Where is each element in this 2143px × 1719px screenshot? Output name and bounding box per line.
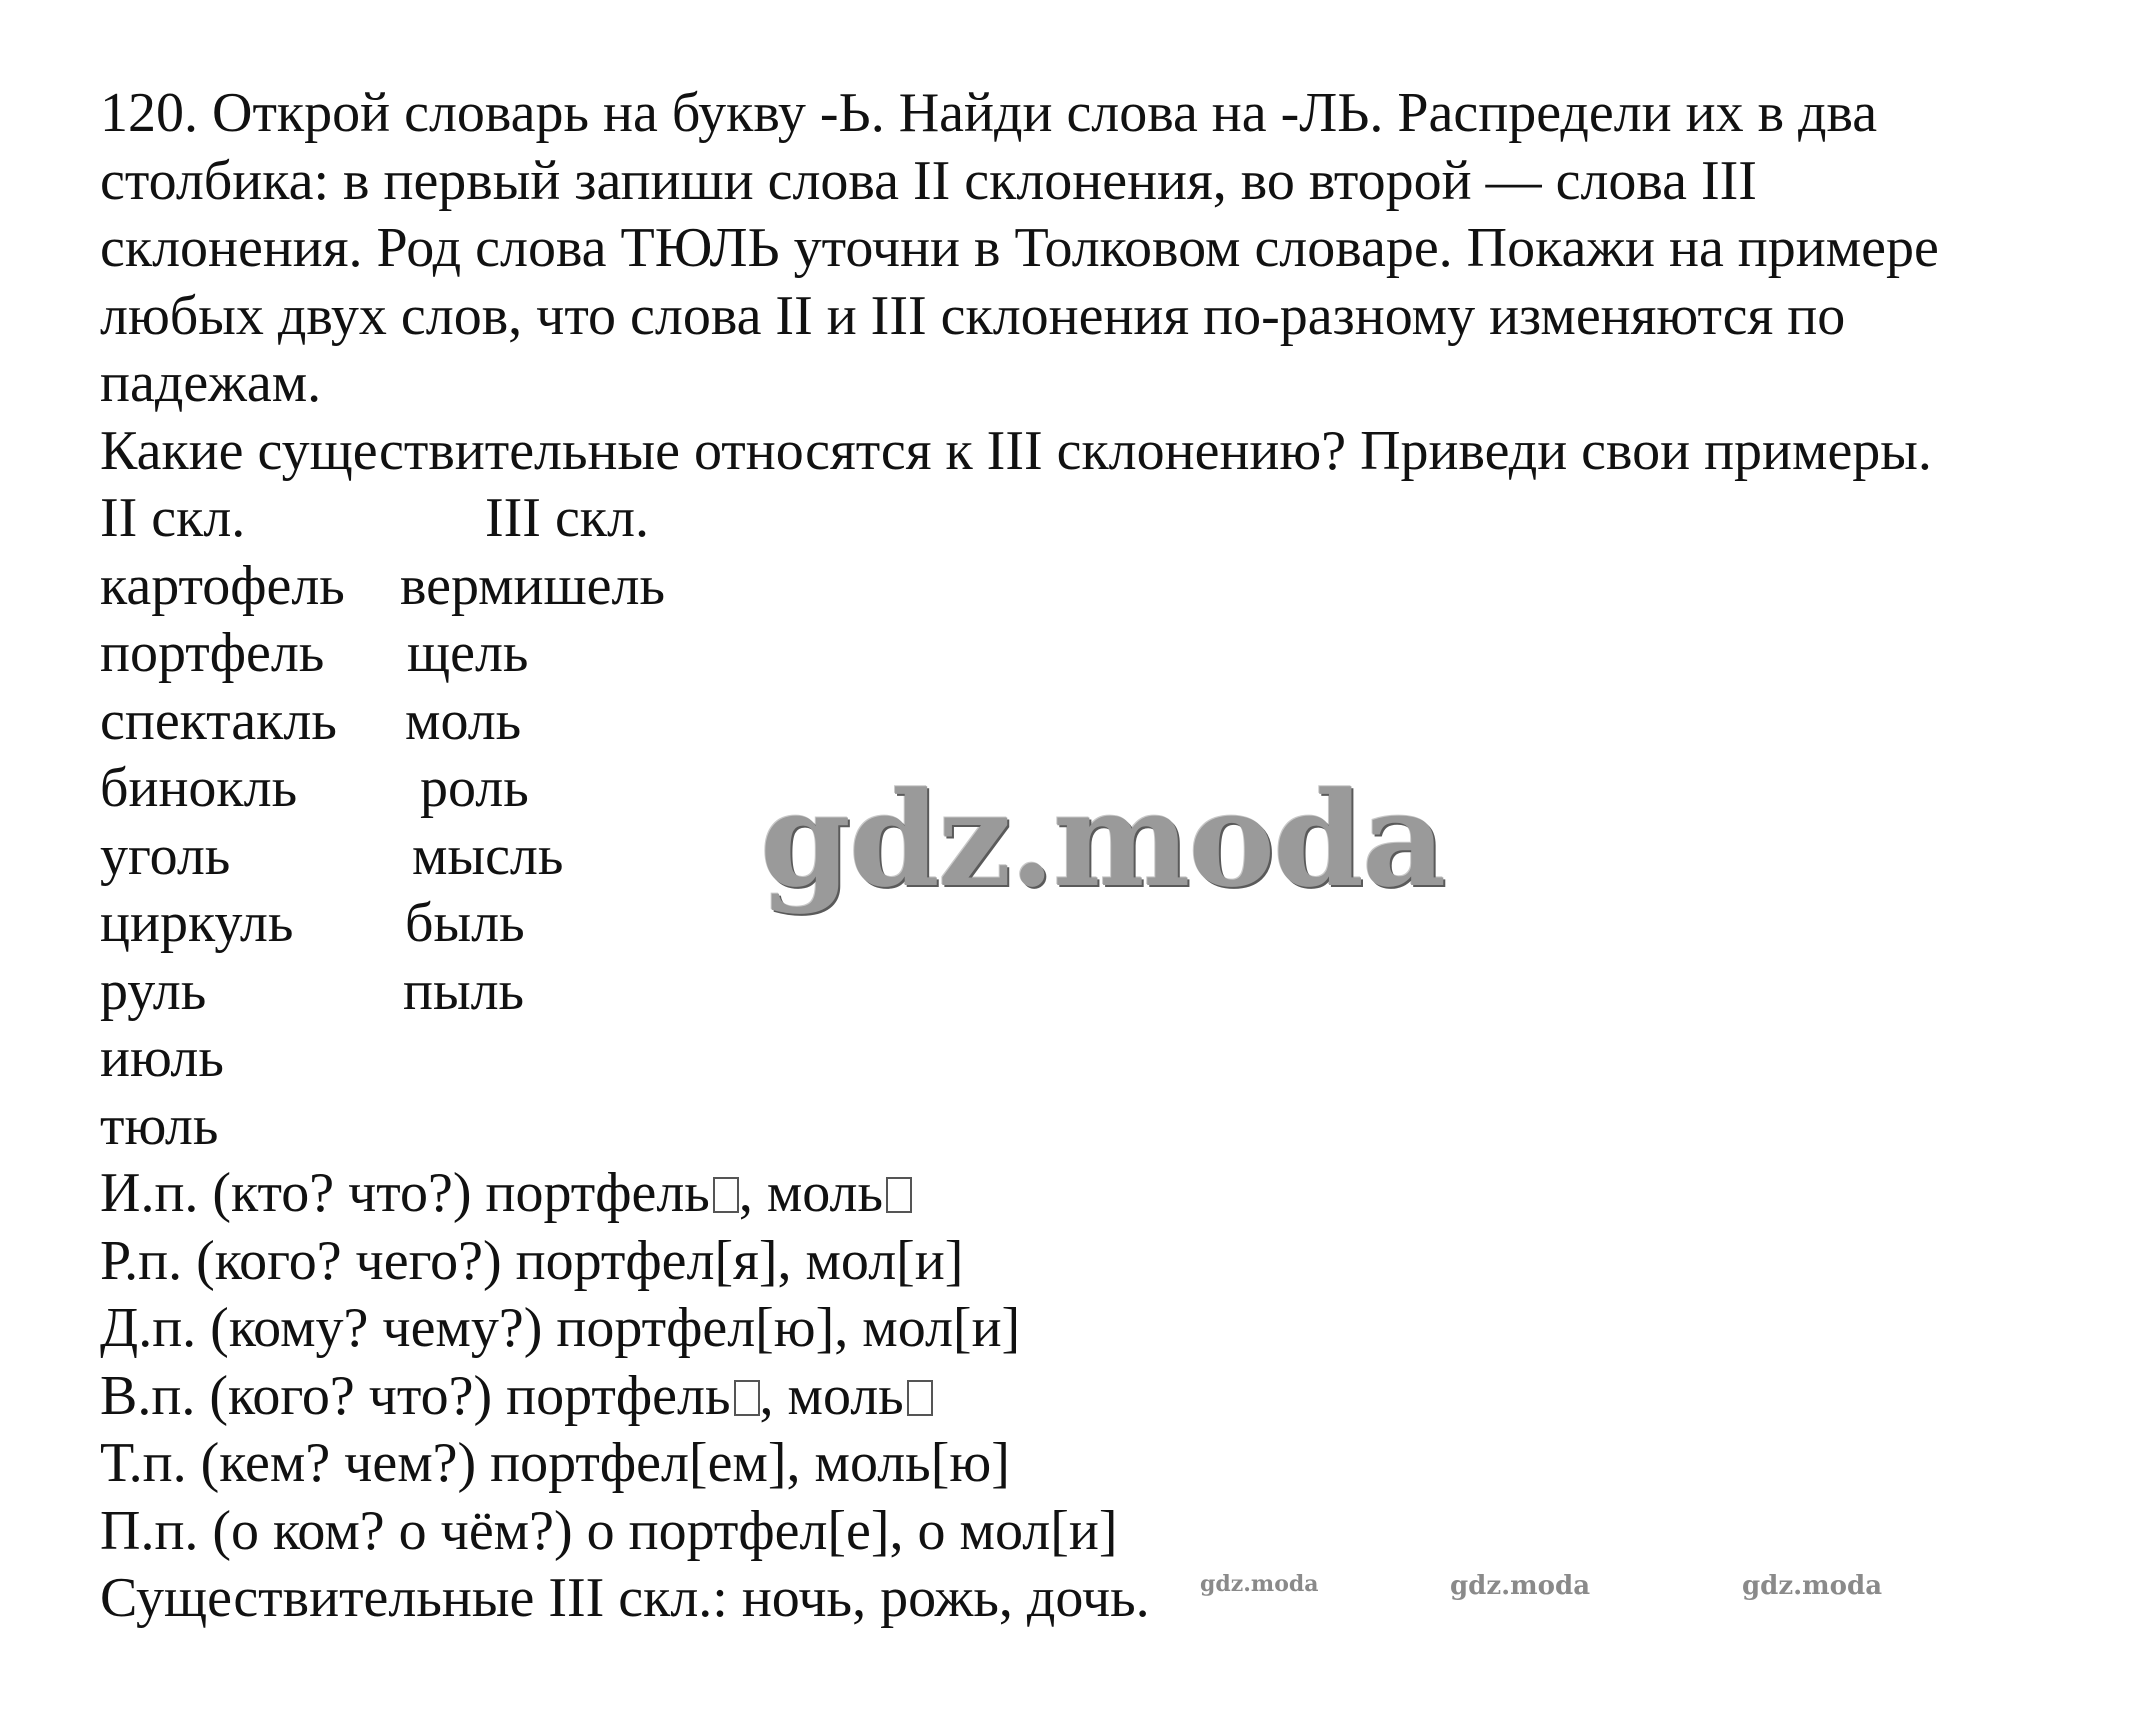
case-nominative [100, 1160, 2080, 1228]
word-ii: тюль [100, 1094, 219, 1157]
ending-box [886, 1177, 912, 1213]
ending-box [907, 1380, 933, 1416]
ending-box [734, 1380, 760, 1416]
column-header-iii: III скл. [485, 487, 649, 549]
task-question: Какие существительные относятся к III склонению? Приведи свои примеры. [100, 419, 1932, 482]
case-nominative-a: И.п. (кто? что?) портфель [100, 1162, 710, 1224]
word-ii: спектакль [100, 689, 337, 752]
case-accusative [100, 1363, 2080, 1431]
word-ii: картофель [100, 554, 345, 617]
word-iii: роль [420, 757, 529, 819]
watermark-main: gdz.moda [760, 763, 1445, 916]
ending-box [713, 1177, 739, 1213]
word-iii: вермишель [400, 554, 665, 617]
word-row [100, 688, 2080, 756]
watermark-small: gdz.moda [1450, 1571, 1591, 1601]
word-row [100, 958, 2080, 1026]
task-line: склонения. Род слова ТЮЛЬ уточни в Толковом словаре. Покажи на примере [100, 217, 1939, 279]
word-ii: портфель [100, 622, 325, 684]
word-row [100, 1025, 2080, 1093]
case-prepositional: П.п. (о ком? о чём?) о портфел[е], о мол[и] [100, 1499, 1118, 1562]
word-row [100, 1093, 2080, 1161]
column-header-ii: II скл. [100, 487, 246, 549]
word-ii: руль [100, 959, 207, 1022]
word-row [100, 553, 2080, 621]
task-line: столбика: в первый запиши слова II склонения, во второй — слова III [100, 149, 1757, 212]
task-line: 120. Открой словарь на букву -Ь. Найди слова на -ЛЬ. Распредели их в два [100, 82, 1878, 144]
word-row [100, 620, 2080, 688]
columns-header [100, 485, 2080, 553]
task-line: падежам. [100, 352, 322, 414]
case-genitive: Р.п. (кого? чего?) портфел[я], мол[и] [100, 1229, 964, 1292]
word-iii: моль [405, 689, 522, 752]
watermark-small: gdz.moda [1200, 1571, 1319, 1597]
case-nominative-b: , моль [738, 1162, 884, 1224]
summary-line: Существительные III скл.: ночь, рожь, дочь. [100, 1567, 1150, 1629]
case-accusative-b: , моль [759, 1364, 904, 1427]
case-accusative-a: В.п. (кого? что?) портфель [100, 1364, 731, 1427]
case-dative: Д.п. (кому? чему?) портфел[ю], мол[и] [100, 1297, 1021, 1359]
word-iii: щель [407, 622, 529, 684]
case-instrumental: Т.п. (кем? чем?) портфел[ем], моль[ю] [100, 1432, 1010, 1494]
word-ii: циркуль [100, 892, 294, 954]
watermark-small: gdz.moda [1742, 1571, 1883, 1601]
word-iii: пыль [403, 959, 525, 1022]
word-ii: июль [100, 1027, 224, 1089]
word-iii: быль [405, 892, 525, 954]
word-iii: мысль [412, 824, 564, 887]
word-ii: уголь [100, 824, 231, 887]
task-line: любых двух слов, что слова II и III склонения по-разному изменяются по [100, 284, 1846, 347]
word-ii: бинокль [100, 757, 298, 819]
